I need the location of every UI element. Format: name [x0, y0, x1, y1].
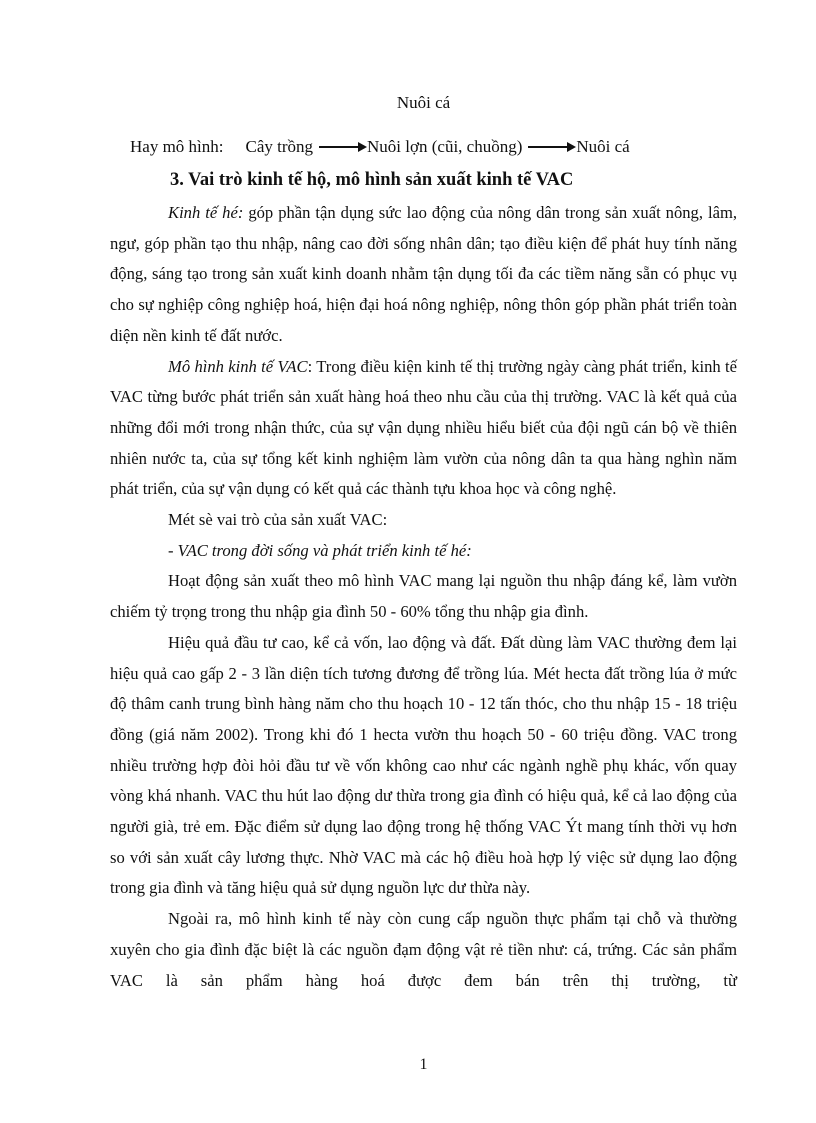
right-arrow-icon [528, 146, 568, 148]
paragraph-text: Hiệu quả đầu tư cao, kể cả vốn, lao động và đất. Đất dùng làm VAC thường đem lại hiệu quả cao gấp 2 - 3 lần diện tích tương đương để trồng lúa. Mét hecta đất trồng lúa ở mức độ thâm canh trung bình hàng năm cho thu hoạch 10 - 12 tấn thóc, cho thu nhập 15 - 18 triệu đồng (giá năm 2002). Trong khi đó 1 hecta vườn thu hoạch 50 - 60 triệu đồng. VAC trong nhiều trường hợp đòi hỏi đầu tư về vốn không cao như các ngành nghề phụ khác, vốn quay vòng khá nhanh. VAC thu hút lao động dư thừa trong gia đình có hiệu quả, kể cả lao động của người già, trẻ em. Đặc điểm sử dụng lao động trong hệ thống VAC Ýt mang tính thời vụ hơn so với sản xuất cây lương thực. Nhờ VAC mà các hộ điều hoà hợp lý việc sử dụng lao động trong gia đình và tăng hiệu quả sử dụng nguồn lực dư thừa này. [110, 632, 737, 898]
paragraph-vac-doi-song [110, 536, 737, 567]
paragraph-text: : Trong điều kiện kinh tế thị trường ngày càng phát triển, kinh tế VAC từng bước phát triển sản xuất hàng hoá theo nhu cầu của thị trường. VAC là kết quả của những đổi mới trong nhận thức, của sự vận dụng nhiều hiểu biết của đội ngũ cán bộ về thiên nhiên nước ta, của sự tổng kết kinh nghiệm làm vườn của nông dân ta qua hàng nghìn năm phát triển, của sự vận dụng có kết quả các thành tựu khoa học và công nghệ. [110, 356, 737, 499]
paragraph-mo-hinh-vac [110, 352, 737, 506]
paragraph-hoat-dong [110, 566, 737, 627]
paragraph-ngoai-ra [110, 904, 737, 996]
paragraph-lead: Kinh tế hé: [168, 203, 244, 222]
paragraph-text: Ngoài ra, mô hình kinh tế này còn cung cấp nguồn thực phẩm tại chỗ và thường xuyên cho gia đình đặc biệt là các nguồn đạm động vật rẻ tiền như: cá, trứng. Các sản phẩm VAC là sản phẩm hàng hoá được đem bán trên thị trường, từ [110, 909, 737, 990]
paragraph-hieu-qua [110, 628, 737, 904]
model-flow-diagram [130, 135, 737, 158]
diagram-node-nuoi-ca: Nuôi cá [576, 137, 630, 156]
paragraph-vai-tro-intro [110, 505, 737, 536]
section-heading: 3. Vai trò kinh tế hộ, mô hình sản xuất kinh tế VAC [170, 170, 574, 190]
doc-title-nuoi-ca: Nuôi cá [396, 93, 451, 112]
paragraph-lead: Mô hình kinh tế VAC [168, 356, 308, 376]
diagram-label: Hay mô hình: [130, 137, 224, 156]
paragraph-text: - VAC trong đời sống và phát triển kinh tế hé: [168, 540, 472, 560]
paragraph-text: Mét sè vai trò của sản xuất VAC: [168, 510, 388, 530]
paragraph-text: góp phần tận dụng sức lao động của nông dân trong sản xuất nông, lâm, ngư, góp phần tạo thu nhập, nâng cao đời sống nhân dân; tạo điều kiện để phát huy tính năng động, sáng tạo trong sản xuất kinh doanh nhằm tận dụng tối đa các tiềm năng sẵn có phục vụ cho sự nghiệp công nghiệp hoá, hiện đại hoá nông nghiệp, nông thôn góp phần phát triển toàn diện nền kinh tế đất nước. [110, 203, 737, 345]
right-arrow-icon [319, 146, 359, 148]
paragraph-text: Hoạt động sản xuất theo mô hình VAC mang lại nguồn thu nhập đáng kể, làm vườn chiếm tỷ trọng trong thu nhập gia đình 50 - 60% tổng thu nhập gia đình. [110, 571, 737, 622]
document-content [110, 0, 737, 996]
diagram-node-cay-trong: Cây trồng [245, 137, 314, 156]
page-number: 1 [419, 1056, 428, 1073]
diagram-node-nuoi-lon: Nuôi lợn (cũi, chuồng) [367, 137, 523, 156]
paragraph-kinh-te-ho [110, 198, 737, 352]
